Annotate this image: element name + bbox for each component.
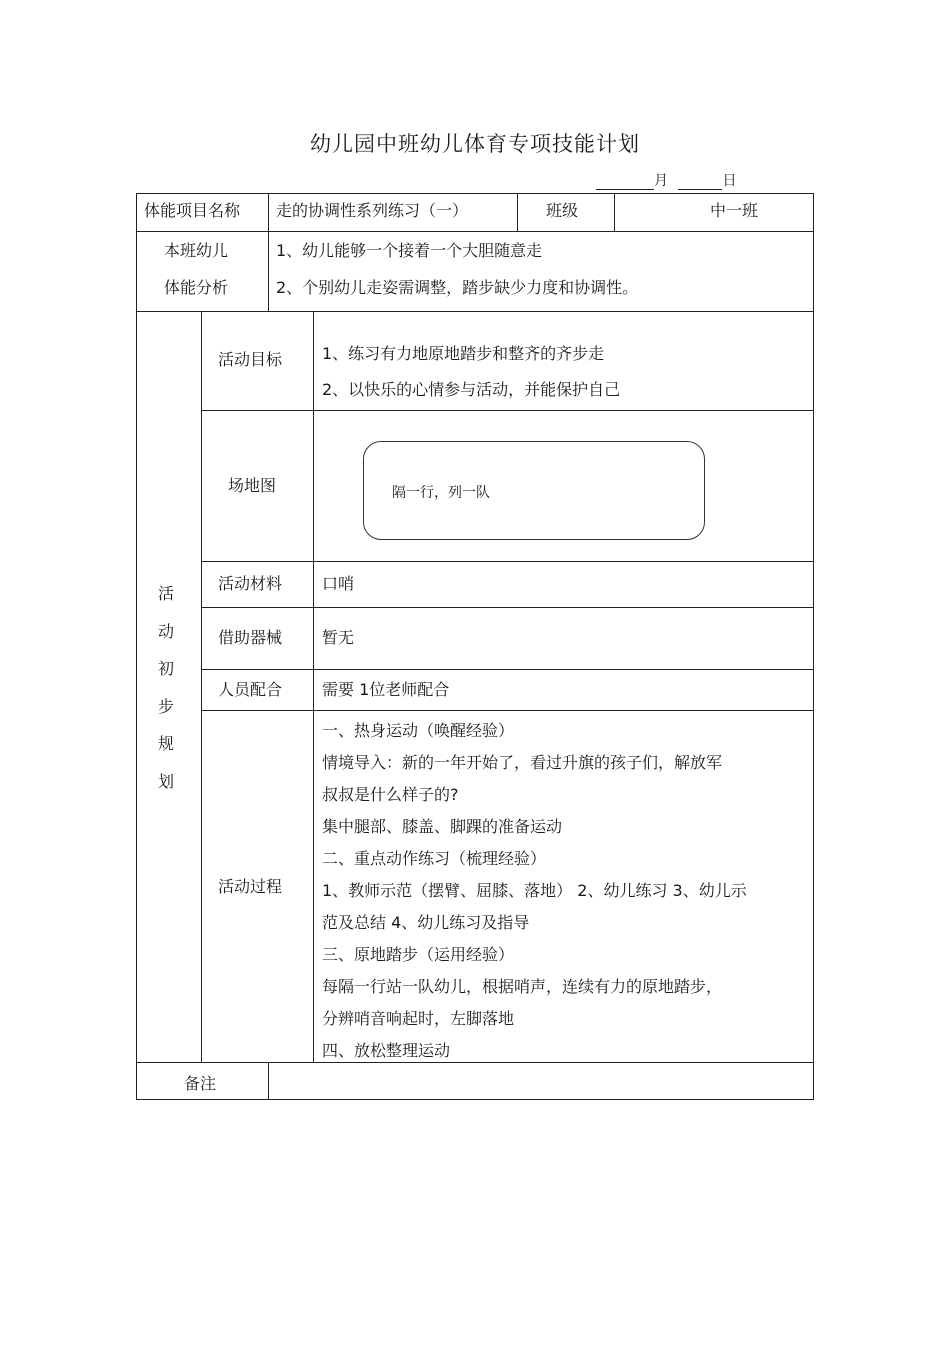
goal-label: 活动目标: [218, 350, 283, 369]
project-name-label: 体能项目名称: [144, 201, 241, 220]
process-line: 四、放松整理运动: [322, 1041, 451, 1060]
class-label: 班级: [546, 201, 579, 220]
table-line: [201, 607, 814, 608]
table-line: [201, 710, 814, 711]
table-line: [136, 311, 814, 312]
process-line: 一、热身运动（唤醒经验）: [322, 721, 515, 740]
section-char: 规: [157, 734, 174, 753]
process-line: 二、重点动作练习（梳理经验）: [322, 849, 547, 868]
analysis-line: 2、个别幼儿走姿需调整，踏步缺少力度和协调性。: [276, 278, 639, 297]
equipment-label: 借助器械: [218, 628, 283, 647]
process-line: 集中腿部、膝盖、脚踝的准备运动: [322, 817, 563, 836]
table-line: [136, 1099, 814, 1100]
table-line: [201, 561, 814, 562]
section-char: 步: [157, 696, 174, 716]
site-diagram: [363, 441, 705, 540]
day-blank: [678, 173, 722, 190]
table-line: [201, 669, 814, 670]
section-char: 活: [157, 584, 174, 603]
table-line: [268, 193, 269, 311]
section-char: 初: [157, 659, 174, 678]
class-value: 中一班: [710, 201, 759, 220]
section-char: 划: [157, 771, 174, 791]
process-line: 每隔一行站一队幼儿，根据哨声，连续有力的原地踏步，: [322, 977, 723, 996]
equipment-value: 暂无: [322, 628, 355, 647]
table-line: [614, 193, 615, 231]
table-line: [517, 193, 518, 231]
process-line: 情境导入：新的一年开始了，看过升旗的孩子们，解放军: [322, 753, 723, 772]
day-label: 日: [722, 173, 737, 189]
analysis-label-line1: 本班幼儿: [164, 241, 229, 260]
page-title: 幼儿园中班幼儿体育专项技能计划: [310, 132, 640, 156]
process-line: 叔叔是什么样子的?: [322, 785, 459, 804]
table-line: [136, 231, 814, 232]
date-line: [596, 170, 736, 190]
process-label: 活动过程: [218, 877, 283, 896]
table-line: [201, 410, 814, 411]
goal-line: 1、练习有力地原地踏步和整齐的齐步走: [322, 344, 605, 363]
table-line: [136, 193, 814, 194]
table-line: [136, 1062, 814, 1063]
site-diagram-text: 隔一行，列一队: [392, 485, 490, 501]
month-label: 月: [654, 173, 668, 189]
site-label: 场地图: [228, 476, 277, 495]
process-line: 三、原地踏步（运用经验）: [322, 945, 515, 964]
table-line: [313, 311, 314, 1062]
section-label: [156, 575, 176, 800]
analysis-label-line2: 体能分析: [164, 278, 229, 297]
section-char: 动: [157, 621, 174, 641]
table-line: [268, 1062, 269, 1100]
analysis-line: 1、幼儿能够一个接着一个大胆随意走: [276, 241, 543, 260]
table-line: [813, 193, 814, 1100]
goal-line: 2、以快乐的心情参与活动，并能保护自己: [322, 380, 621, 399]
table-line: [136, 193, 137, 1100]
table-line: [201, 311, 202, 1062]
process-line: 分辨哨音响起时，左脚落地: [322, 1009, 515, 1028]
process-line: 1、教师示范（摆臂、屈膝、落地） 2、幼儿练习 3、幼儿示: [322, 881, 747, 900]
materials-value: 口哨: [322, 574, 355, 593]
month-blank: [596, 173, 654, 190]
remarks-label: 备注: [184, 1074, 217, 1093]
staff-value: 需要 1位老师配合: [322, 680, 450, 699]
project-name-value: 走的协调性系列练习（一）: [276, 201, 469, 220]
staff-label: 人员配合: [218, 680, 283, 699]
materials-label: 活动材料: [218, 574, 283, 593]
process-line: 范及总结 4、幼儿练习及指导: [322, 913, 530, 932]
